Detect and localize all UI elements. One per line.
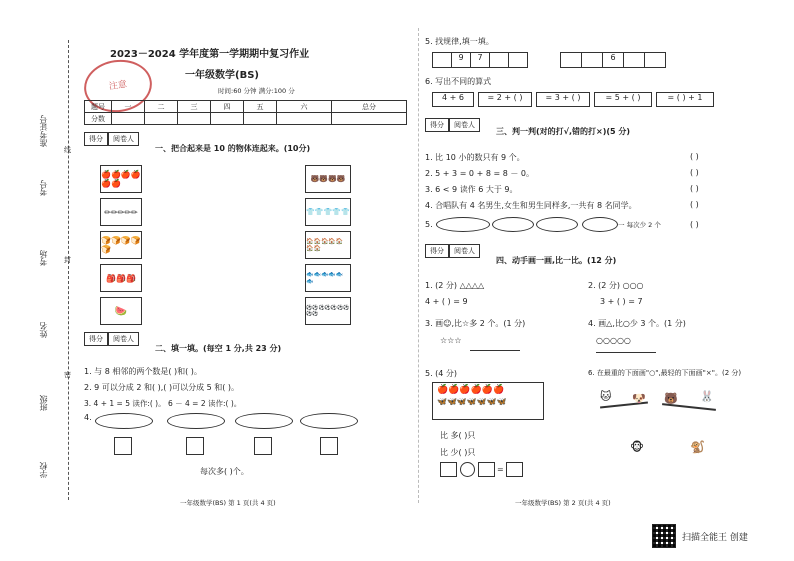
score-head: 五 — [244, 101, 277, 113]
group-oval-3 — [235, 413, 293, 429]
compare-less: 比 少( )只 — [440, 448, 476, 457]
page-divider — [418, 28, 419, 503]
score-head: 六 — [277, 101, 332, 113]
bread-icons: 🍞🍞🍞🍞🍞 — [101, 236, 141, 254]
margin-label-id: 考号 — [39, 180, 48, 196]
pattern-cell[interactable] — [623, 52, 645, 68]
draw-4: 4. 画△,比○少 3 个。(1 分) — [588, 319, 686, 328]
compare-panel — [432, 382, 544, 420]
judge-oval-3 — [536, 217, 578, 232]
score-cell[interactable] — [178, 113, 211, 125]
question-1-title: 一、把合起来是 10 的物体连起来。(10分) — [155, 144, 311, 153]
match-box-4[interactable] — [305, 264, 351, 292]
equals-sign: = — [497, 465, 504, 474]
grader-reviewer: 阅卷人 — [108, 132, 139, 146]
answer-box-1[interactable] — [114, 437, 132, 455]
shirt-icons: 👕👕👕👕👕 — [306, 208, 350, 216]
judge-line-3: 3. 6 < 9 读作 6 大于 9。 — [425, 185, 518, 194]
score-head: 二 — [145, 101, 178, 113]
equation-cell[interactable]: = 3 + ( ) — [536, 92, 590, 107]
question-4-title: 四、动手画一画,比一比。(12 分) — [496, 256, 617, 265]
match-box-1[interactable] — [305, 165, 351, 193]
fruit-box-5[interactable] — [100, 297, 142, 325]
page-subtitle: 一年级数学(BS) — [185, 70, 259, 81]
question-2-line-4: 4. — [84, 413, 92, 422]
fruit-box-4[interactable] — [100, 264, 142, 292]
score-head: 题号 — [85, 101, 112, 113]
group-oval-4 — [300, 413, 358, 429]
time-score: 时间:60 分钟 满分:100 分 — [218, 87, 295, 95]
right-footer: 一年级数学(BS) 第 2 页(共 4 页) — [515, 499, 611, 507]
score-cell[interactable] — [277, 113, 332, 125]
judge-5-note: 一 每次少 2 个 — [618, 221, 661, 229]
margin-tick-seal: 封 — [64, 256, 71, 264]
judge-line-2: 2. 5 + 3 = 0 + 8 = 8 － 0。 — [425, 169, 534, 178]
answer-box-4[interactable] — [320, 437, 338, 455]
dog-icon: 🐶 — [632, 392, 646, 405]
bear-icon: 🐻 — [664, 392, 678, 405]
group-oval-1 — [95, 413, 153, 429]
draw-6: 6. 在最重的下面画"○",最轻的下面画"×"。(2 分) — [588, 369, 742, 377]
monkey-icon-2: 🐒 — [690, 440, 705, 454]
left-footer: 一年级数学(BS) 第 1 页(共 4 页) — [180, 499, 276, 507]
margin-label-school: 学校 — [39, 462, 48, 478]
fish-icons: 🐟🐟🐟🐟🐟🐟 — [306, 271, 344, 285]
draw-4b: ○○○○○ — [596, 336, 631, 345]
question-2-bottom: 每次多( )个。 — [200, 467, 249, 476]
question-6-title: 6. 写出不同的算式 — [425, 77, 492, 86]
match-box-5[interactable] — [305, 297, 351, 325]
grader-reviewer: 阅卷人 — [449, 244, 480, 258]
red-seal-stamp: 注意 — [81, 56, 156, 117]
question-2-line-1: 1. 与 8 相邻的两个数是( )和( )。 — [84, 367, 202, 376]
question-3-title: 三、判一判(对的打√,错的打×)(5 分) — [496, 127, 631, 136]
judge-line-5: 5. — [425, 220, 433, 229]
butterfly-row: 🦋🦋🦋🦋🦋🦋🦋 — [437, 397, 507, 406]
draw-5: 5. (4 分) — [425, 369, 458, 378]
draw-3: 3. 画☺,比☆多 2 个。(1 分) — [425, 319, 526, 328]
draw-3-answer-line[interactable] — [470, 350, 520, 351]
scanner-watermark: 扫描全能王 创建 — [682, 533, 748, 543]
score-head: 四 — [211, 101, 244, 113]
margin-tick-line: 线 — [64, 146, 71, 154]
calc-box-1[interactable] — [440, 462, 457, 477]
bag-icons: 🎒🎒🎒 — [106, 273, 136, 283]
draw-2: 2. (2 分) ○○○ — [588, 281, 644, 290]
equation-cell[interactable]: 4 + 6 — [432, 92, 474, 107]
grader-reviewer: 阅卷人 — [108, 332, 139, 346]
answer-paren-1[interactable]: ( ) — [690, 152, 699, 161]
fruit-icons: 🍎🍎🍎🍎🍎🍎 — [101, 170, 141, 188]
score-cell[interactable] — [145, 113, 178, 125]
question-5-title: 5. 找规律,填一填。 — [425, 37, 494, 46]
house-icons: 🏠🏠🏠🏠🏠🏠🏠 — [306, 238, 344, 252]
judge-oval-1 — [436, 217, 490, 232]
answer-box-3[interactable] — [254, 437, 272, 455]
fruit-box-3[interactable] — [100, 231, 142, 259]
draw-3b: ☆☆☆ — [440, 336, 462, 345]
score-cell[interactable] — [112, 113, 145, 125]
group-oval-2 — [167, 413, 225, 429]
pattern-cell[interactable] — [508, 52, 528, 68]
cat-icon: 🐱 — [600, 390, 612, 403]
monkey-icon: 🐵 — [630, 440, 644, 454]
judge-line-4: 4. 合唱队有 4 名男生,女生和男生同样多,一共有 8 名同学。 — [425, 201, 637, 210]
grader-box-q3 — [425, 118, 480, 132]
score-head: 一 — [112, 101, 145, 113]
answer-paren-4[interactable]: ( ) — [690, 200, 699, 209]
question-2-title: 二、填一填。(每空 1 分,共 23 分) — [155, 344, 282, 353]
judge-oval-2 — [492, 217, 534, 232]
answer-paren-5[interactable]: ( ) — [690, 220, 699, 229]
pattern-cell[interactable]: 7 — [470, 52, 490, 68]
score-cell[interactable] — [332, 113, 407, 125]
rabbit-icon: 🐰 — [700, 390, 714, 403]
grader-box-q2 — [84, 332, 139, 346]
ball-icons: ⚽⚽⚽⚽⚽⚽⚽⚽⚽ — [306, 305, 350, 317]
judge-line-1: 1. 比 10 小的数只有 9 个。 — [425, 153, 525, 162]
margin-label-exam-number: 准考证号 — [39, 115, 48, 147]
bear-icons: 🐻🐻🐻🐻 — [310, 175, 346, 183]
grader-score: 得分 — [425, 118, 449, 132]
answer-paren-2[interactable]: ( ) — [690, 168, 699, 177]
grader-box-q1 — [84, 132, 139, 146]
margin-label-room: 考场 — [39, 250, 48, 266]
apple-row: 🍎🍎🍎🍎🍎🍎 — [437, 385, 505, 395]
question-2-line-3: 3. 4 + 1 = 5 读作:( )。 6 － 4 = 2 读作:( )。 — [84, 399, 242, 408]
score-head: 总分 — [332, 101, 407, 113]
score-head: 三 — [178, 101, 211, 113]
answer-paren-3[interactable]: ( ) — [690, 184, 699, 193]
pattern-cell[interactable] — [489, 52, 509, 68]
grader-score: 得分 — [84, 132, 108, 146]
margin-label-name: 姓名 — [39, 322, 48, 338]
grader-box-q4 — [425, 244, 480, 258]
pattern-cell[interactable] — [432, 52, 452, 68]
equation-cell[interactable]: = 2 + ( ) — [478, 92, 532, 107]
pencil-icons: ✏✏✏✏✏ — [104, 207, 138, 217]
question-2-line-2: 2. 9 可以分成 2 和( ),( )可以分成 5 和( )。 — [84, 383, 240, 392]
match-box-2[interactable] — [305, 198, 351, 226]
match-box-3[interactable] — [305, 231, 351, 259]
equation-cell[interactable]: = 5 + ( ) — [594, 92, 652, 107]
grader-reviewer: 阅卷人 — [449, 118, 480, 132]
melon-icon: 🍉 — [114, 305, 128, 317]
pattern-cell[interactable]: 6 — [602, 52, 624, 68]
grader-score: 得分 — [425, 244, 449, 258]
score-cell[interactable] — [211, 113, 244, 125]
score-cell[interactable] — [244, 113, 277, 125]
pattern-cell[interactable]: 9 — [451, 52, 471, 68]
calc-circle-1[interactable] — [460, 462, 475, 477]
margin-cut-line — [68, 40, 69, 500]
fruit-box-1[interactable] — [100, 165, 142, 193]
page-title: 2023－2024 学年度第一学期期中复习作业 — [110, 49, 310, 60]
fruit-box-2[interactable] — [100, 198, 142, 226]
pattern-cell[interactable] — [560, 52, 582, 68]
draw-4-answer-line[interactable] — [596, 352, 656, 353]
compare-more: 比 多( )只 — [440, 431, 476, 440]
margin-tick-secret: 密 — [64, 371, 71, 379]
calc-box-3[interactable] — [506, 462, 523, 477]
equation-cell[interactable]: = ( ) + 1 — [656, 92, 714, 107]
margin-label-class: 班级 — [39, 395, 48, 411]
pattern-cell[interactable] — [581, 52, 603, 68]
draw-1b: 4 + ( ) = 9 — [425, 297, 468, 306]
calc-box-2[interactable] — [478, 462, 495, 477]
judge-oval-4 — [582, 217, 618, 232]
draw-2b: 3 + ( ) = 7 — [600, 297, 643, 306]
answer-box-2[interactable] — [186, 437, 204, 455]
score-table — [84, 100, 407, 125]
qr-code-icon — [652, 524, 676, 548]
score-label: 分数 — [85, 113, 112, 125]
draw-1: 1. (2 分) △△△△ — [425, 281, 485, 290]
grader-score: 得分 — [84, 332, 108, 346]
pattern-cell[interactable] — [644, 52, 666, 68]
